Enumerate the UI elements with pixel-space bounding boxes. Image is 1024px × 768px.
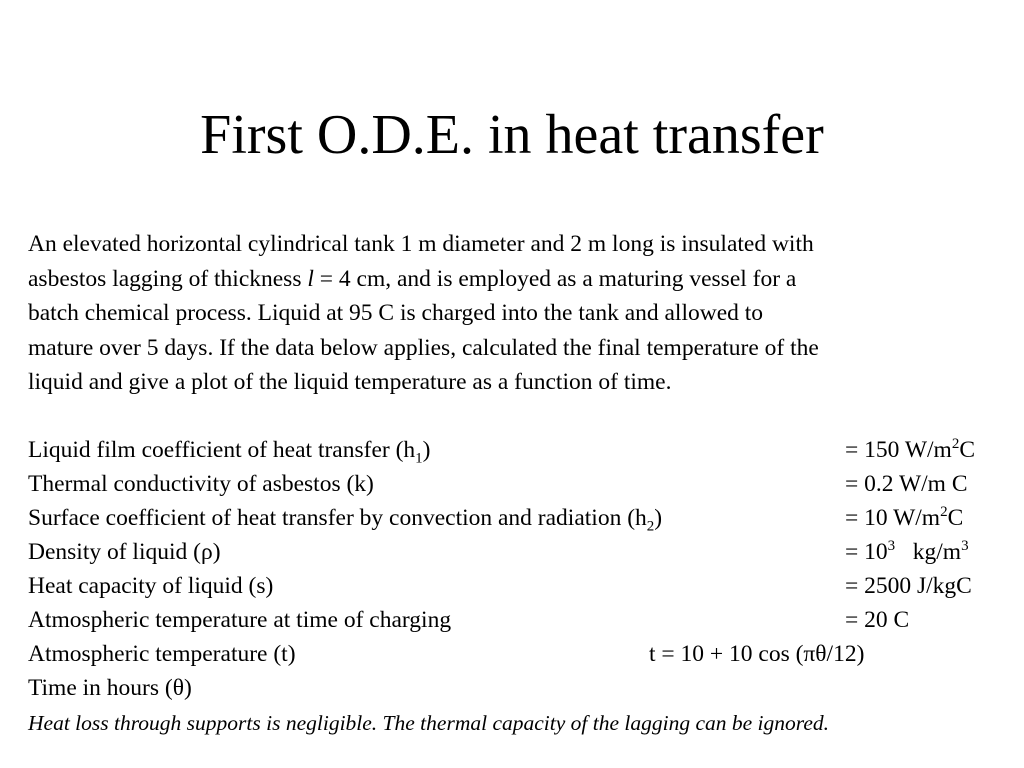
data-row-surface-coefficient-value <box>845 501 963 535</box>
data-row-heat-capacity-value: = 2500 J/kgC <box>845 573 972 599</box>
data-row-atmospheric-temperature-formula: t = 10 + 10 cos (πθ/12) <box>649 641 865 667</box>
data-row-conductivity-value: = 0.2 W/m C <box>845 471 968 497</box>
data-row-heat-capacity-label: Heat capacity of liquid (s) <box>28 573 274 599</box>
surface-coefficient-label-end: ) <box>654 505 663 531</box>
surface-coefficient-label: Surface coefficient of heat transfer by convection and radiation (h <box>28 505 647 531</box>
surface-coefficient-value: = 10 W/m <box>845 505 941 531</box>
density-value-exponent: 3 <box>887 538 896 555</box>
assumption-note: Heat loss through supports is negligible. The thermal capacity of the lagging can be ignored. <box>28 711 830 735</box>
data-row-density-label: Density of liquid (ρ) <box>28 539 221 565</box>
density-value-unit: kg/m <box>895 539 962 565</box>
paragraph-line-2-start: asbestos lagging of thickness <box>28 265 308 292</box>
problem-paragraph <box>28 227 1003 400</box>
data-row-density-value <box>845 535 969 569</box>
paragraph-line-1: An elevated horizontal cylindrical tank 1 m diameter and 2 m long is insulated with <box>28 231 814 257</box>
film-coefficient-label-end: ) <box>422 437 431 463</box>
film-coefficient-value-end: C <box>959 437 976 463</box>
density-value: = 10 <box>845 539 888 565</box>
data-row-film-coefficient-label <box>28 433 431 467</box>
data-row-time-label: Time in hours (θ) <box>28 675 192 701</box>
paragraph-line-2-end: = 4 cm, and is employed as a maturing vessel for a <box>313 265 797 292</box>
data-row-atmospheric-temperature-label: Atmospheric temperature (t) <box>28 641 296 667</box>
surface-coefficient-value-end: C <box>947 505 964 531</box>
density-unit-exponent: 3 <box>961 538 969 555</box>
film-coefficient-value-sup: 2 <box>951 436 960 453</box>
paragraph-line-4: mature over 5 days. If the data below applies, calculated the final temperature of the <box>28 334 819 361</box>
film-coefficient-subscript: 1 <box>415 450 423 467</box>
data-row-charging-temperature-label: Atmospheric temperature at time of charging <box>28 607 452 633</box>
surface-coefficient-subscript: 2 <box>646 518 655 535</box>
slide-title: First O.D.E. in heat transfer <box>200 104 824 166</box>
paragraph-line-3: batch chemical process. Liquid at 95 C is charged into the tank and allowed to <box>28 300 764 326</box>
film-coefficient-value: = 150 W/m <box>845 437 952 463</box>
data-row-film-coefficient-value <box>845 433 975 467</box>
data-row-surface-coefficient-label <box>28 501 662 535</box>
film-coefficient-label: Liquid film coefficient of heat transfer (h <box>28 437 416 463</box>
paragraph-line-2 <box>28 262 1003 297</box>
data-row-conductivity-label: Thermal conductivity of asbestos (k) <box>28 471 374 497</box>
thickness-variable: l <box>307 265 314 292</box>
paragraph-line-5: liquid and give a plot of the liquid temperature as a function of time. <box>28 369 672 395</box>
surface-coefficient-value-sup: 2 <box>940 504 948 521</box>
data-row-charging-temperature-value: = 20 C <box>845 607 910 633</box>
